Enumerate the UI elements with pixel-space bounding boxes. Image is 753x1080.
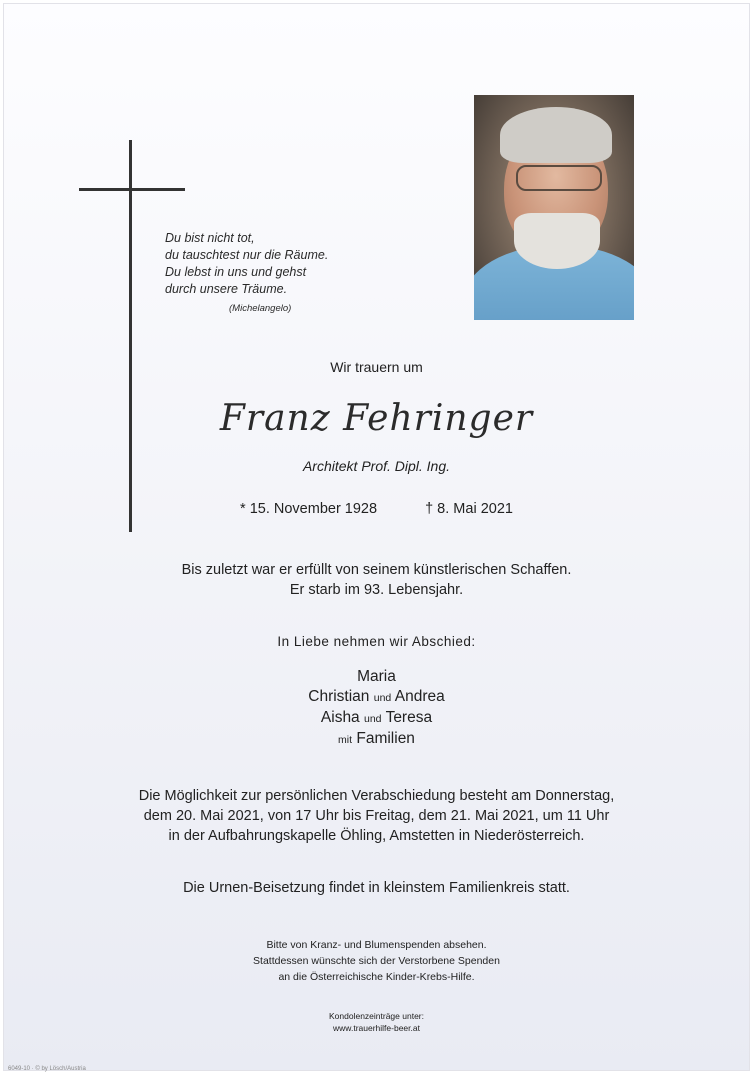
- deceased-name: Franz Fehringer: [219, 398, 534, 439]
- text-line: dem 20. Mai 2021, von 17 Uhr bis Freitag, dem 21. Mai 2021, um 11 Uhr: [143, 808, 610, 824]
- quote-line: Du lebst in uns und gehst: [165, 265, 307, 279]
- paragraph-life: [0, 560, 753, 600]
- connector: und: [373, 692, 392, 704]
- family-member: Christian: [308, 688, 370, 705]
- intro-text: Wir trauern um: [330, 359, 423, 375]
- paragraph-farewell-details: [0, 786, 753, 846]
- family-member: Andrea: [394, 688, 445, 705]
- text-line: an die Österreichische Kinder-Krebs-Hilfe.: [278, 971, 475, 983]
- text-line: Bitte von Kranz- und Blumenspenden absehen.: [266, 939, 487, 951]
- text-line: Stattdessen wünschte sich der Verstorbene Spenden: [253, 955, 500, 967]
- connector: und: [364, 713, 382, 725]
- quote-author: (Michelangelo): [229, 303, 292, 314]
- life-dates: [0, 501, 753, 517]
- text-line: Er starb im 93. Lebensjahr.: [289, 582, 464, 598]
- text-line: Die Möglichkeit zur persönlichen Verabschiedung besteht am Donnerstag,: [138, 788, 615, 804]
- obituary-sheet: [3, 3, 750, 1071]
- family-member: Familien: [356, 730, 415, 747]
- family-member: Maria: [357, 668, 396, 685]
- quote-line: durch unsere Träume.: [165, 282, 288, 296]
- cross-icon-bar: [79, 188, 185, 191]
- portrait-photo: [474, 95, 634, 320]
- quote-block: [165, 230, 365, 317]
- farewell-text: In Liebe nehmen wir Abschied:: [277, 634, 476, 649]
- footer-note: 6049-10 · © by Lösch/Austria: [8, 1066, 86, 1072]
- connector: mit: [338, 734, 353, 746]
- family-list: [0, 667, 753, 750]
- death-date: † 8. Mai 2021: [425, 501, 513, 517]
- condolence-block: [0, 1010, 753, 1034]
- paragraph-burial: Die Urnen-Beisetzung findet in kleinstem Familienkreis statt.: [183, 880, 570, 896]
- paragraph-donations: [0, 937, 753, 985]
- deceased-title: Architekt Prof. Dipl. Ing.: [302, 458, 451, 474]
- condolence-label: Kondolenzeinträge unter:: [329, 1011, 424, 1021]
- condolence-link[interactable]: www.trauerhilfe-beer.at: [333, 1023, 420, 1033]
- birth-date: * 15. November 1928: [240, 501, 378, 517]
- family-member: Aisha: [320, 709, 360, 726]
- quote-line: Du bist nicht tot,: [165, 231, 255, 245]
- text-line: in der Aufbahrungskapelle Öhling, Amstetten in Niederösterreich.: [168, 828, 585, 844]
- text-line: Bis zuletzt war er erfüllt von seinem künstlerischen Schaffen.: [181, 562, 572, 578]
- family-member: Teresa: [385, 709, 433, 726]
- quote-line: du tauschtest nur die Räume.: [165, 248, 329, 262]
